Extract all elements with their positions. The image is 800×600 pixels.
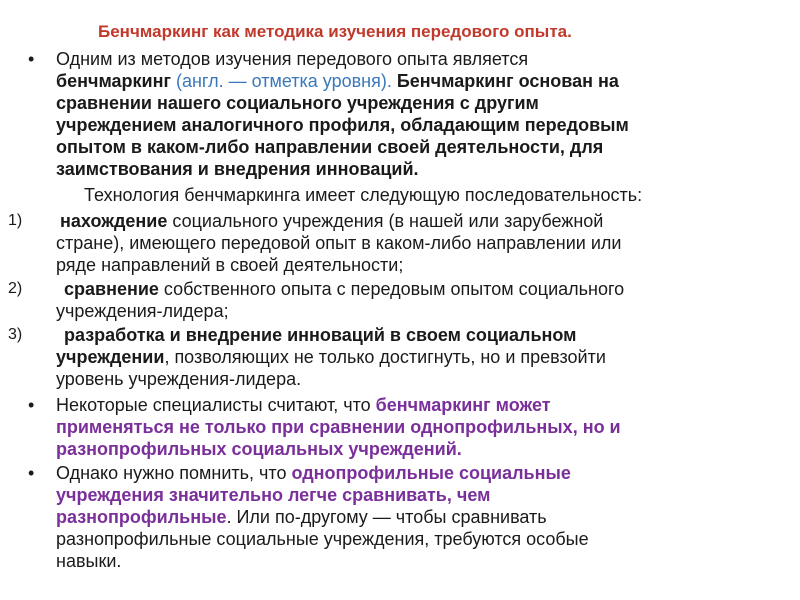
text-line: Одним из методов изучения передового опыта является (56, 49, 529, 69)
text-line (56, 70, 619, 92)
text-line: учреждения-лидера; (56, 301, 229, 321)
term-benchmarking: бенчмаркинг (56, 71, 171, 91)
bullet-icon: • (28, 49, 35, 69)
text-span: социального учреждения (в нашей или зарубежной (167, 211, 604, 231)
list-number: 3) (8, 326, 23, 343)
slide-title: Бенчмаркинг как методика изучения передового опыта. (98, 22, 572, 41)
text-line: стране), имеющего передовой опыт в каком-либо направлении или (56, 233, 622, 253)
text-line: заимствования и внедрения инноваций. (56, 159, 419, 179)
text-line: опытом в каком-либо направлении своей деятельности, для (56, 137, 604, 157)
text-line: ряде направлений в своей деятельности; (56, 255, 404, 275)
text-span: , позволяющих не только достигнуть, но и превзойти (164, 347, 606, 367)
text-line: навыки. (56, 551, 122, 571)
list-number: 1) (8, 212, 23, 229)
highlighted-text: бенчмаркинг может (375, 395, 551, 415)
keyword: учреждении (56, 347, 165, 367)
highlighted-text: учреждения значительно легче сравнивать, чем (56, 485, 491, 505)
keyword: сравнение (64, 279, 159, 299)
keyword: разработка и внедрение инноваций в своем социальном (64, 325, 577, 345)
text-line (56, 462, 571, 484)
text-line (56, 346, 606, 368)
text-line (64, 278, 624, 300)
text-line: уровень учреждения-лидера. (56, 369, 302, 389)
text-span: . Или по-другому — чтобы сравнивать (226, 507, 547, 527)
highlighted-text: разнопрофильных социальных учреждений. (56, 439, 462, 459)
text-line: разнопрофильные социальные учреждения, требуются особые (56, 529, 589, 549)
highlighted-text: применяться не только при сравнении однопрофильных, но и (56, 417, 621, 437)
bold-text: Бенчмаркинг основан на (391, 71, 619, 91)
text-line (60, 210, 603, 232)
translation-note: (англ. — отметка уровня). (170, 71, 392, 91)
list-number: 2) (8, 280, 23, 297)
text-span: Однако нужно помнить, что (56, 463, 292, 483)
text-span: собственного опыта с передовым опытом социального (158, 279, 625, 299)
text-line: учреждением аналогичного профиля, обладающим передовым (56, 115, 629, 135)
text-span: Некоторые специалисты считают, что (56, 395, 376, 415)
bullet-icon: • (28, 395, 35, 415)
text-line (56, 506, 547, 528)
text-line: Технология бенчмаркинга имеет следующую последовательность: (84, 185, 643, 205)
text-line (56, 394, 551, 416)
keyword: нахождение (60, 211, 168, 231)
text-line: сравнении нашего социального учреждения с другим (56, 93, 539, 113)
bullet-icon: • (28, 463, 35, 483)
highlighted-text: разнопрофильные (56, 507, 227, 527)
highlighted-text: однопрофильные социальные (291, 463, 571, 483)
